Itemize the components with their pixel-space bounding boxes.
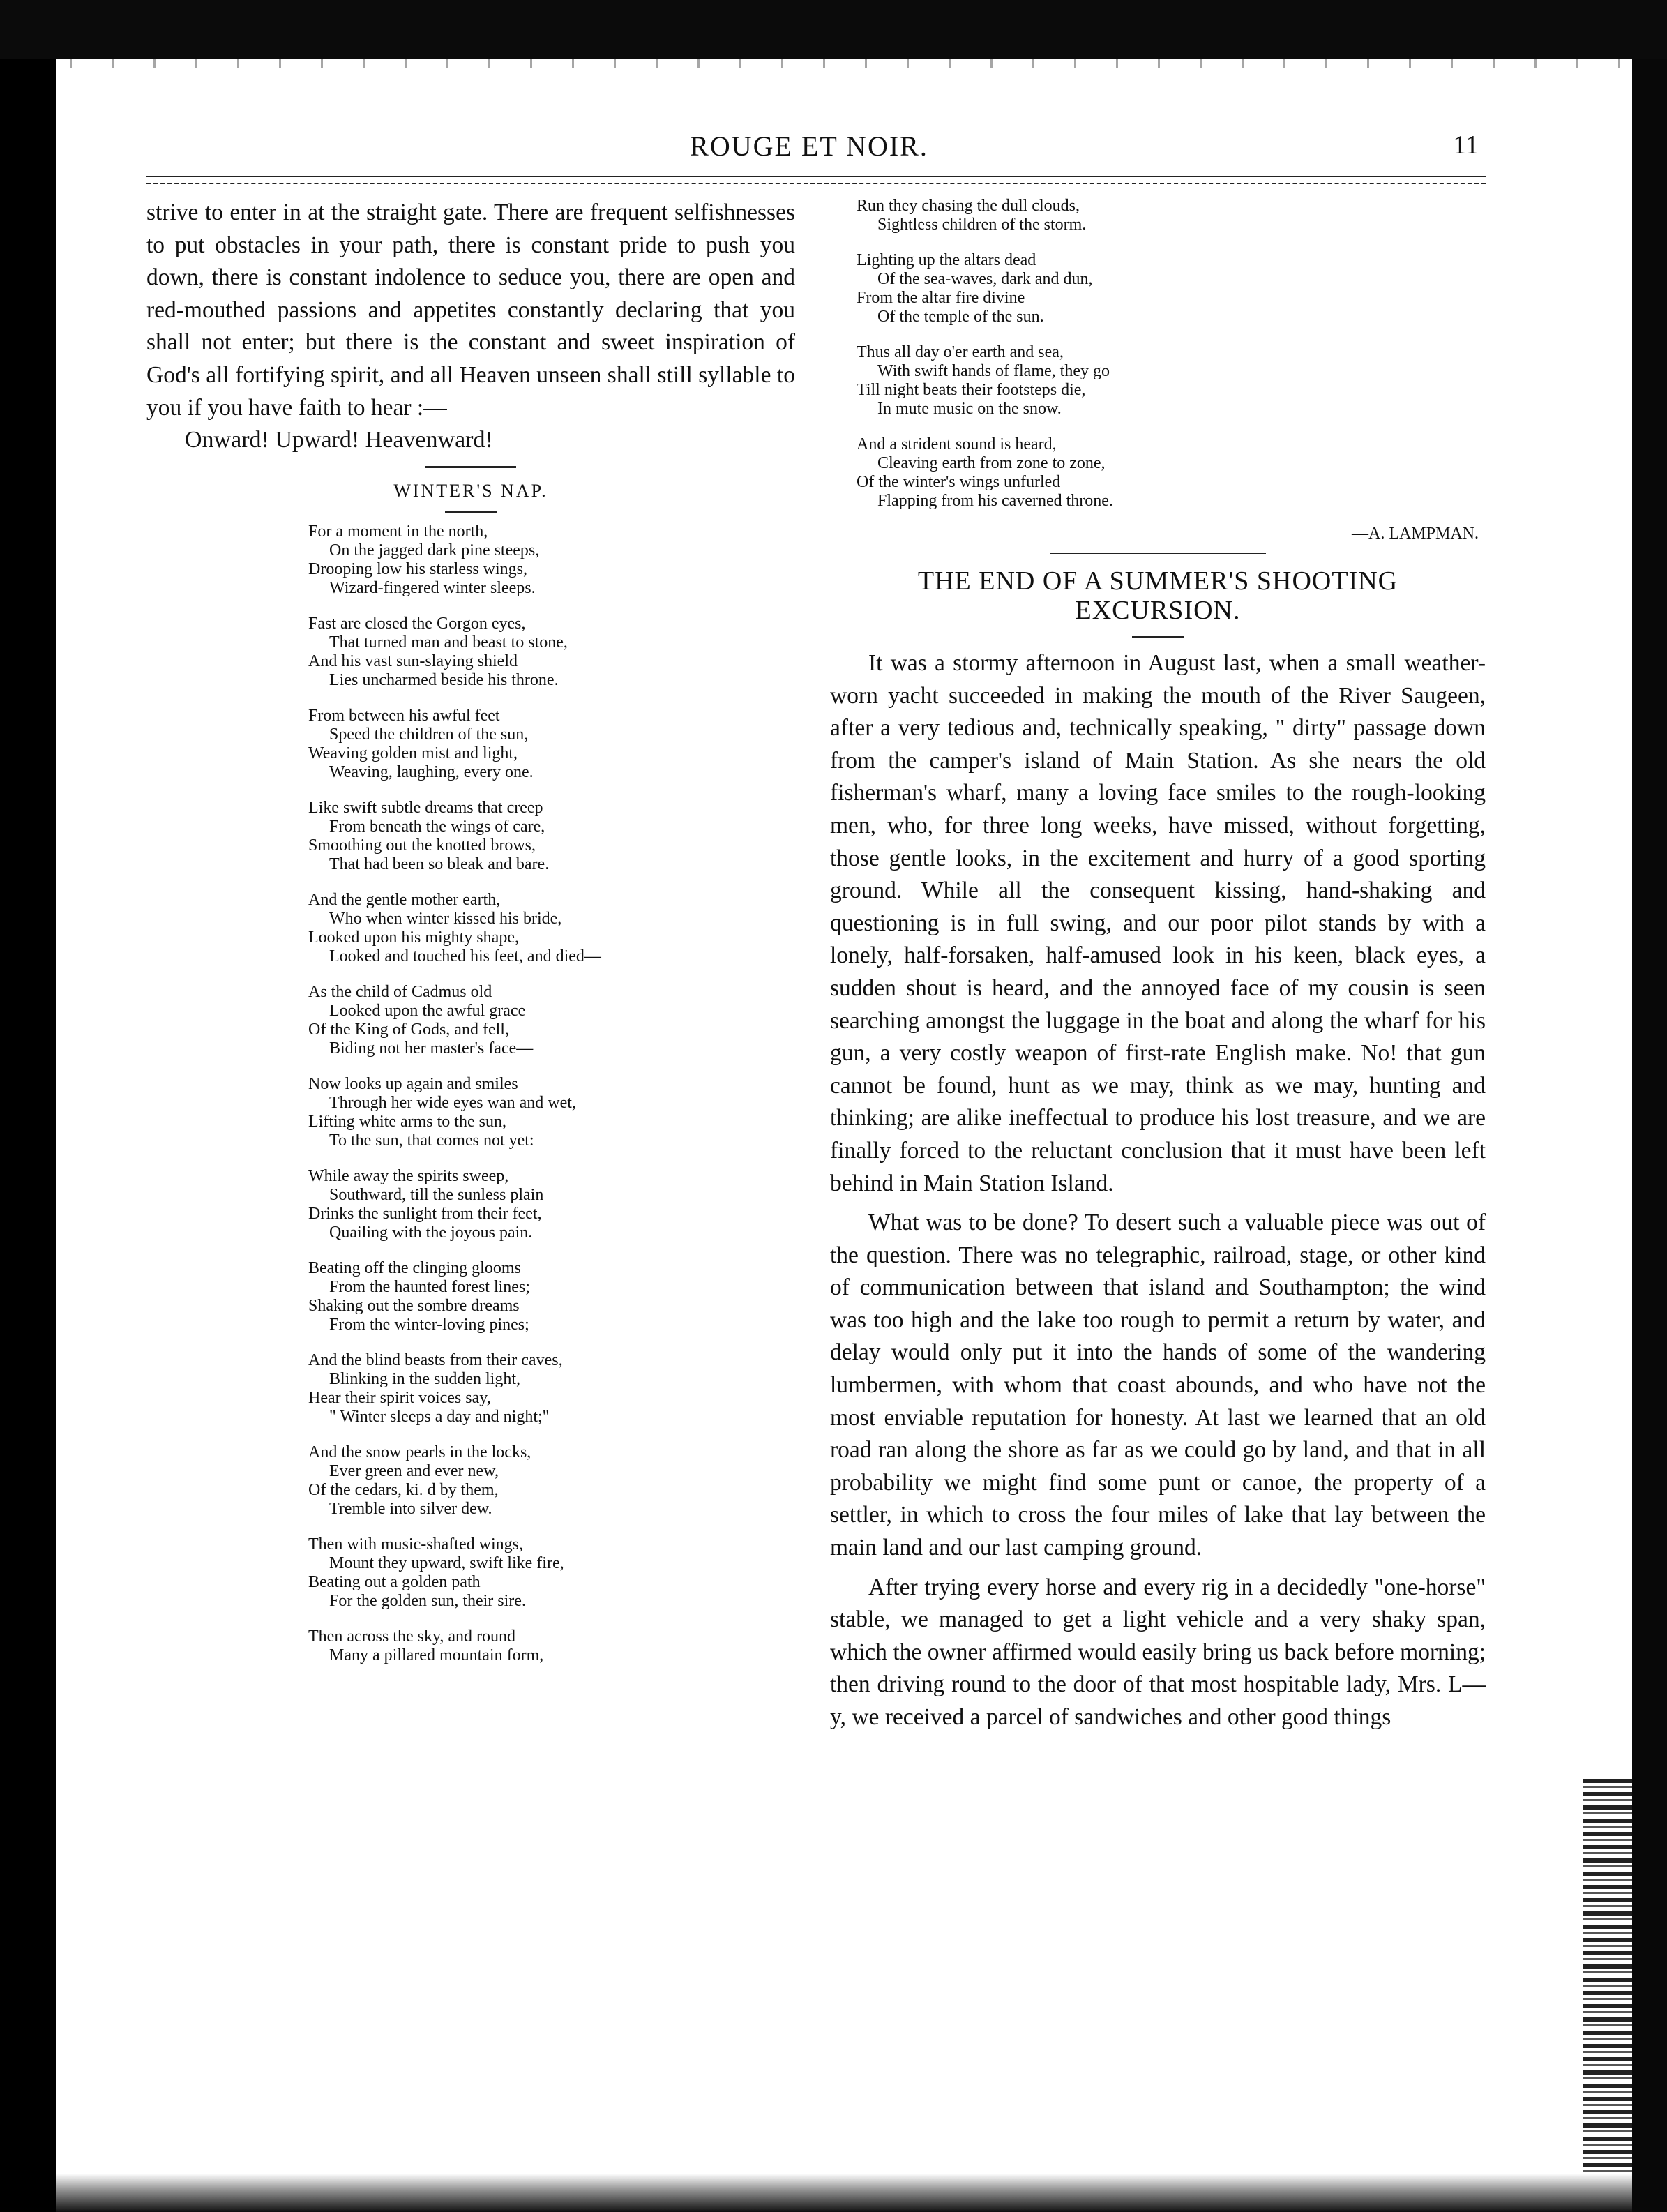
poem-line: From beneath the wings of care, <box>329 818 545 836</box>
poem-line: Then across the sky, and round <box>308 1627 516 1646</box>
poem-stanza <box>857 343 1486 419</box>
poem-line: Weaving golden mist and light, <box>308 744 518 763</box>
poem-line: With swift hands of flame, they go <box>877 362 1110 380</box>
poem-line: And his vast sun-slaying shield <box>308 652 518 671</box>
poem-line: Of the King of Gods, and fell, <box>308 1021 509 1039</box>
poem-line: Biding not her master's face— <box>329 1039 534 1058</box>
poem-stanza <box>308 1443 795 1519</box>
poem-line: Looked upon his mighty shape, <box>308 928 519 947</box>
poem-line: Run they chasing the dull clouds, <box>857 197 1080 215</box>
poem-stanza <box>308 1259 795 1334</box>
poem-line: Lighting up the altars dead <box>857 251 1036 269</box>
poem-line: Thus all day o'er earth and sea, <box>857 343 1064 361</box>
poem-line: Now looks up again and smiles <box>308 1075 518 1094</box>
poem-title: WINTER'S NAP. <box>393 481 548 502</box>
poem-line: Many a pillared mountain form, <box>329 1646 544 1665</box>
poem-line: Of the temple of the sun. <box>877 308 1044 326</box>
poem-line: Then with music-shafted wings, <box>308 1535 523 1554</box>
article-paragraph: What was to be done? To desert such a valuable piece was out of the question. There was no telegraphic, railroad, stage, or other kind of communication between that island and Southampton; the wind was too high and the lake too rough to permit a return by water, and delay would only put it into the hands of some of the wandering lumbermen, with whom that coast abounds, and who have not the most enviable reputation for honesty. At last we learned that an old road ran along the shore as far as we could go by land, and that in all probability we might find some punt or canoe, the property of a settler, in which to cross the four miles of lake that lay between the main land and our last camping ground. <box>830 1210 1486 1561</box>
poem-line: That had been so bleak and bare. <box>329 855 550 874</box>
poem-body <box>308 522 795 1665</box>
exclamation-line: Onward! Upward! Heavenward! <box>185 427 493 453</box>
poem-line: From between his awful feet <box>308 707 500 725</box>
poem-line: From the winter-loving pines; <box>329 1316 529 1334</box>
poem-stanza <box>857 197 1486 234</box>
poem-stanza <box>308 615 795 690</box>
section-divider <box>1050 553 1266 555</box>
poem-line: Of the winter's wings unfurled <box>857 473 1061 491</box>
page-number: 11 <box>1453 130 1479 160</box>
poem-line: Drinks the sunlight from their feet, <box>308 1205 542 1224</box>
poem-line: While away the spirits sweep, <box>308 1167 509 1186</box>
poem-line: Who when winter kissed his bride, <box>329 910 562 928</box>
scan-noise-right <box>1583 1779 1632 2183</box>
poem-line: Sightless children of the storm. <box>877 216 1087 234</box>
poem-line: Wizard-fingered winter sleeps. <box>329 579 536 598</box>
poem-line: Ever green and ever new, <box>329 1462 499 1481</box>
poem-stanza <box>308 1351 795 1427</box>
poem-author: —A. LAMPMAN. <box>1351 525 1479 543</box>
poem-stanza <box>308 799 795 874</box>
poem-line: Flapping from his caverned throne. <box>877 492 1113 510</box>
poem-line: Quailing with the joyous pain. <box>329 1224 533 1242</box>
poem-line: On the jagged dark pine steeps, <box>329 541 540 560</box>
poem-line: Tremble into silver dew. <box>329 1500 492 1519</box>
right-column <box>830 197 1486 1741</box>
poem-line: Drooping low his starless wings, <box>308 560 527 579</box>
poem-line: Beating off the clinging glooms <box>308 1259 521 1278</box>
poem-line: Smoothing out the knotted brows, <box>308 836 536 855</box>
article-title-line: EXCURSION. <box>1075 596 1241 625</box>
poem-line: From the haunted forest lines; <box>329 1278 530 1297</box>
poem-line: Like swift subtle dreams that creep <box>308 799 543 818</box>
poem-stanza <box>308 707 795 782</box>
poem-line: Lifting white arms to the sun, <box>308 1113 506 1131</box>
poem-line: To the sun, that comes not yet: <box>329 1131 534 1150</box>
poem-stanza <box>308 1075 795 1150</box>
poem-line: For a moment in the north, <box>308 522 488 541</box>
scan-top-border <box>0 0 1667 59</box>
poem-stanza <box>857 435 1486 511</box>
poem-line: Southward, till the sunless plain <box>329 1186 544 1205</box>
poem-line: And the blind beasts from their caves, <box>308 1351 563 1370</box>
header-rule <box>146 176 1486 177</box>
poem-line: For the golden sun, their sire. <box>329 1592 526 1611</box>
article-title-line: THE END OF A SUMMER'S SHOOTING <box>917 566 1398 596</box>
poem-line: As the child of Cadmus old <box>308 983 492 1002</box>
article-body <box>830 647 1486 1734</box>
poem-line: Cleaving earth from zone to zone, <box>877 454 1106 472</box>
scan-right-border <box>1632 59 1667 2212</box>
article-paragraph: After trying every horse and every rig in a decidedly "one-horse" stable, we managed to get a light vehicle and a very shaky span, which the owner affirmed would easily bring us back before morning; then driving round to the door of that most hospitable lady, Mrs. L—y, we received a parcel of sandwiches and other good things <box>830 1574 1486 1730</box>
poem-line: Looked and touched his feet, and died— <box>329 947 601 966</box>
poem-stanza <box>308 1627 795 1665</box>
poem-line: Through her wide eyes wan and wet, <box>329 1094 576 1113</box>
poem-stanza <box>308 891 795 966</box>
page-header <box>139 130 1479 169</box>
title-divider <box>1132 636 1184 638</box>
poem-line: Lies uncharmed beside his throne. <box>329 671 559 690</box>
poem-line: Speed the children of the sun, <box>329 725 529 744</box>
prose-paragraph: strive to enter in at the straight gate. There are frequent selfishnesses to put obstacles in your path, there is constant pride to push you down, there is constant indolence to seduce you, there are open and red-mouthed passions and appetites constantly declaring that you shall not enter; but there is the constant and sweet inspiration of God's all fortifying spirit, and all Heaven unseen shall still syllable to you if you have faith to hear :— <box>146 200 795 421</box>
poem-line: And a strident sound is heard, <box>857 435 1057 453</box>
scan-bottom-border <box>56 2174 1632 2212</box>
poem-line: Till night beats their footsteps die, <box>857 381 1086 399</box>
poem-line: Of the cedars, ki. d by them, <box>308 1481 499 1500</box>
poem-line: In mute music on the snow. <box>877 400 1062 418</box>
poem-line: From the altar fire divine <box>857 289 1025 307</box>
poem-line: " Winter sleeps a day and night;" <box>329 1408 550 1427</box>
poem-line: Blinking in the sudden light, <box>329 1370 520 1389</box>
poem-line: Beating out a golden path <box>308 1573 481 1592</box>
poem-line: Hear their spirit voices say, <box>308 1389 491 1408</box>
poem-line: That turned man and beast to stone, <box>329 633 568 652</box>
poem-line: Weaving, laughing, every one. <box>329 763 534 782</box>
poem-stanza <box>857 251 1486 326</box>
header-rule-dashed <box>146 183 1486 184</box>
poem-line: Mount they upward, swift like fire, <box>329 1554 564 1573</box>
article-paragraph: It was a stormy afternoon in August last, when a small weather-worn yacht succeeded in making the mouth of the River Saugeen, after a very tedious and, technically speaking, " dirty" passage down from the camper's island of Main Station. As she nears the old fisherman's wharf, many a loving face smiles to the rough-looking men, who, for three long weeks, have missed, without forgetting, those gentle looks, in the excitement and hurry of a good sporting ground. While all the consequent kissing, hand-shaking and questioning is in full swing, and our poor pilot stands by with a lonely, half-forsaken, half-amused look in his keen, black eyes, a sudden shout is heard, and the annoyed face of my cousin is seen searching amongst the luggage in the boat and along the wharf for his gun, a very costly weapon of first-rate English make. No! that gun cannot be found, hunt as we may, think as we may, hunting and thinking; are alike ineffectual to produce his lost treasure, and we are finally forced to the reluctant conclusion that it must have been left behind in Main Station Island. <box>830 650 1486 1196</box>
scan-noise-top <box>28 59 1632 68</box>
poem-line: Shaking out the sombre dreams <box>308 1297 520 1316</box>
poem-line: Of the sea-waves, dark and dun, <box>877 270 1093 288</box>
running-title: ROUGE ET NOIR. <box>690 130 928 162</box>
article-title <box>830 566 1486 625</box>
poem-line: And the snow pearls in the locks, <box>308 1443 531 1462</box>
poem-line: And the gentle mother earth, <box>308 891 501 910</box>
poem-stanza <box>308 983 795 1058</box>
poem-line: Fast are closed the Gorgon eyes, <box>308 615 526 633</box>
poem-stanza <box>308 1535 795 1611</box>
poem-line: Looked upon the awful grace <box>329 1002 526 1021</box>
section-divider <box>425 466 516 468</box>
poem-continuation <box>857 197 1486 511</box>
left-column <box>146 197 795 1682</box>
title-divider <box>445 511 497 513</box>
poem-stanza <box>308 1167 795 1242</box>
poem-stanza <box>308 522 795 598</box>
scan-left-border <box>0 59 56 2212</box>
